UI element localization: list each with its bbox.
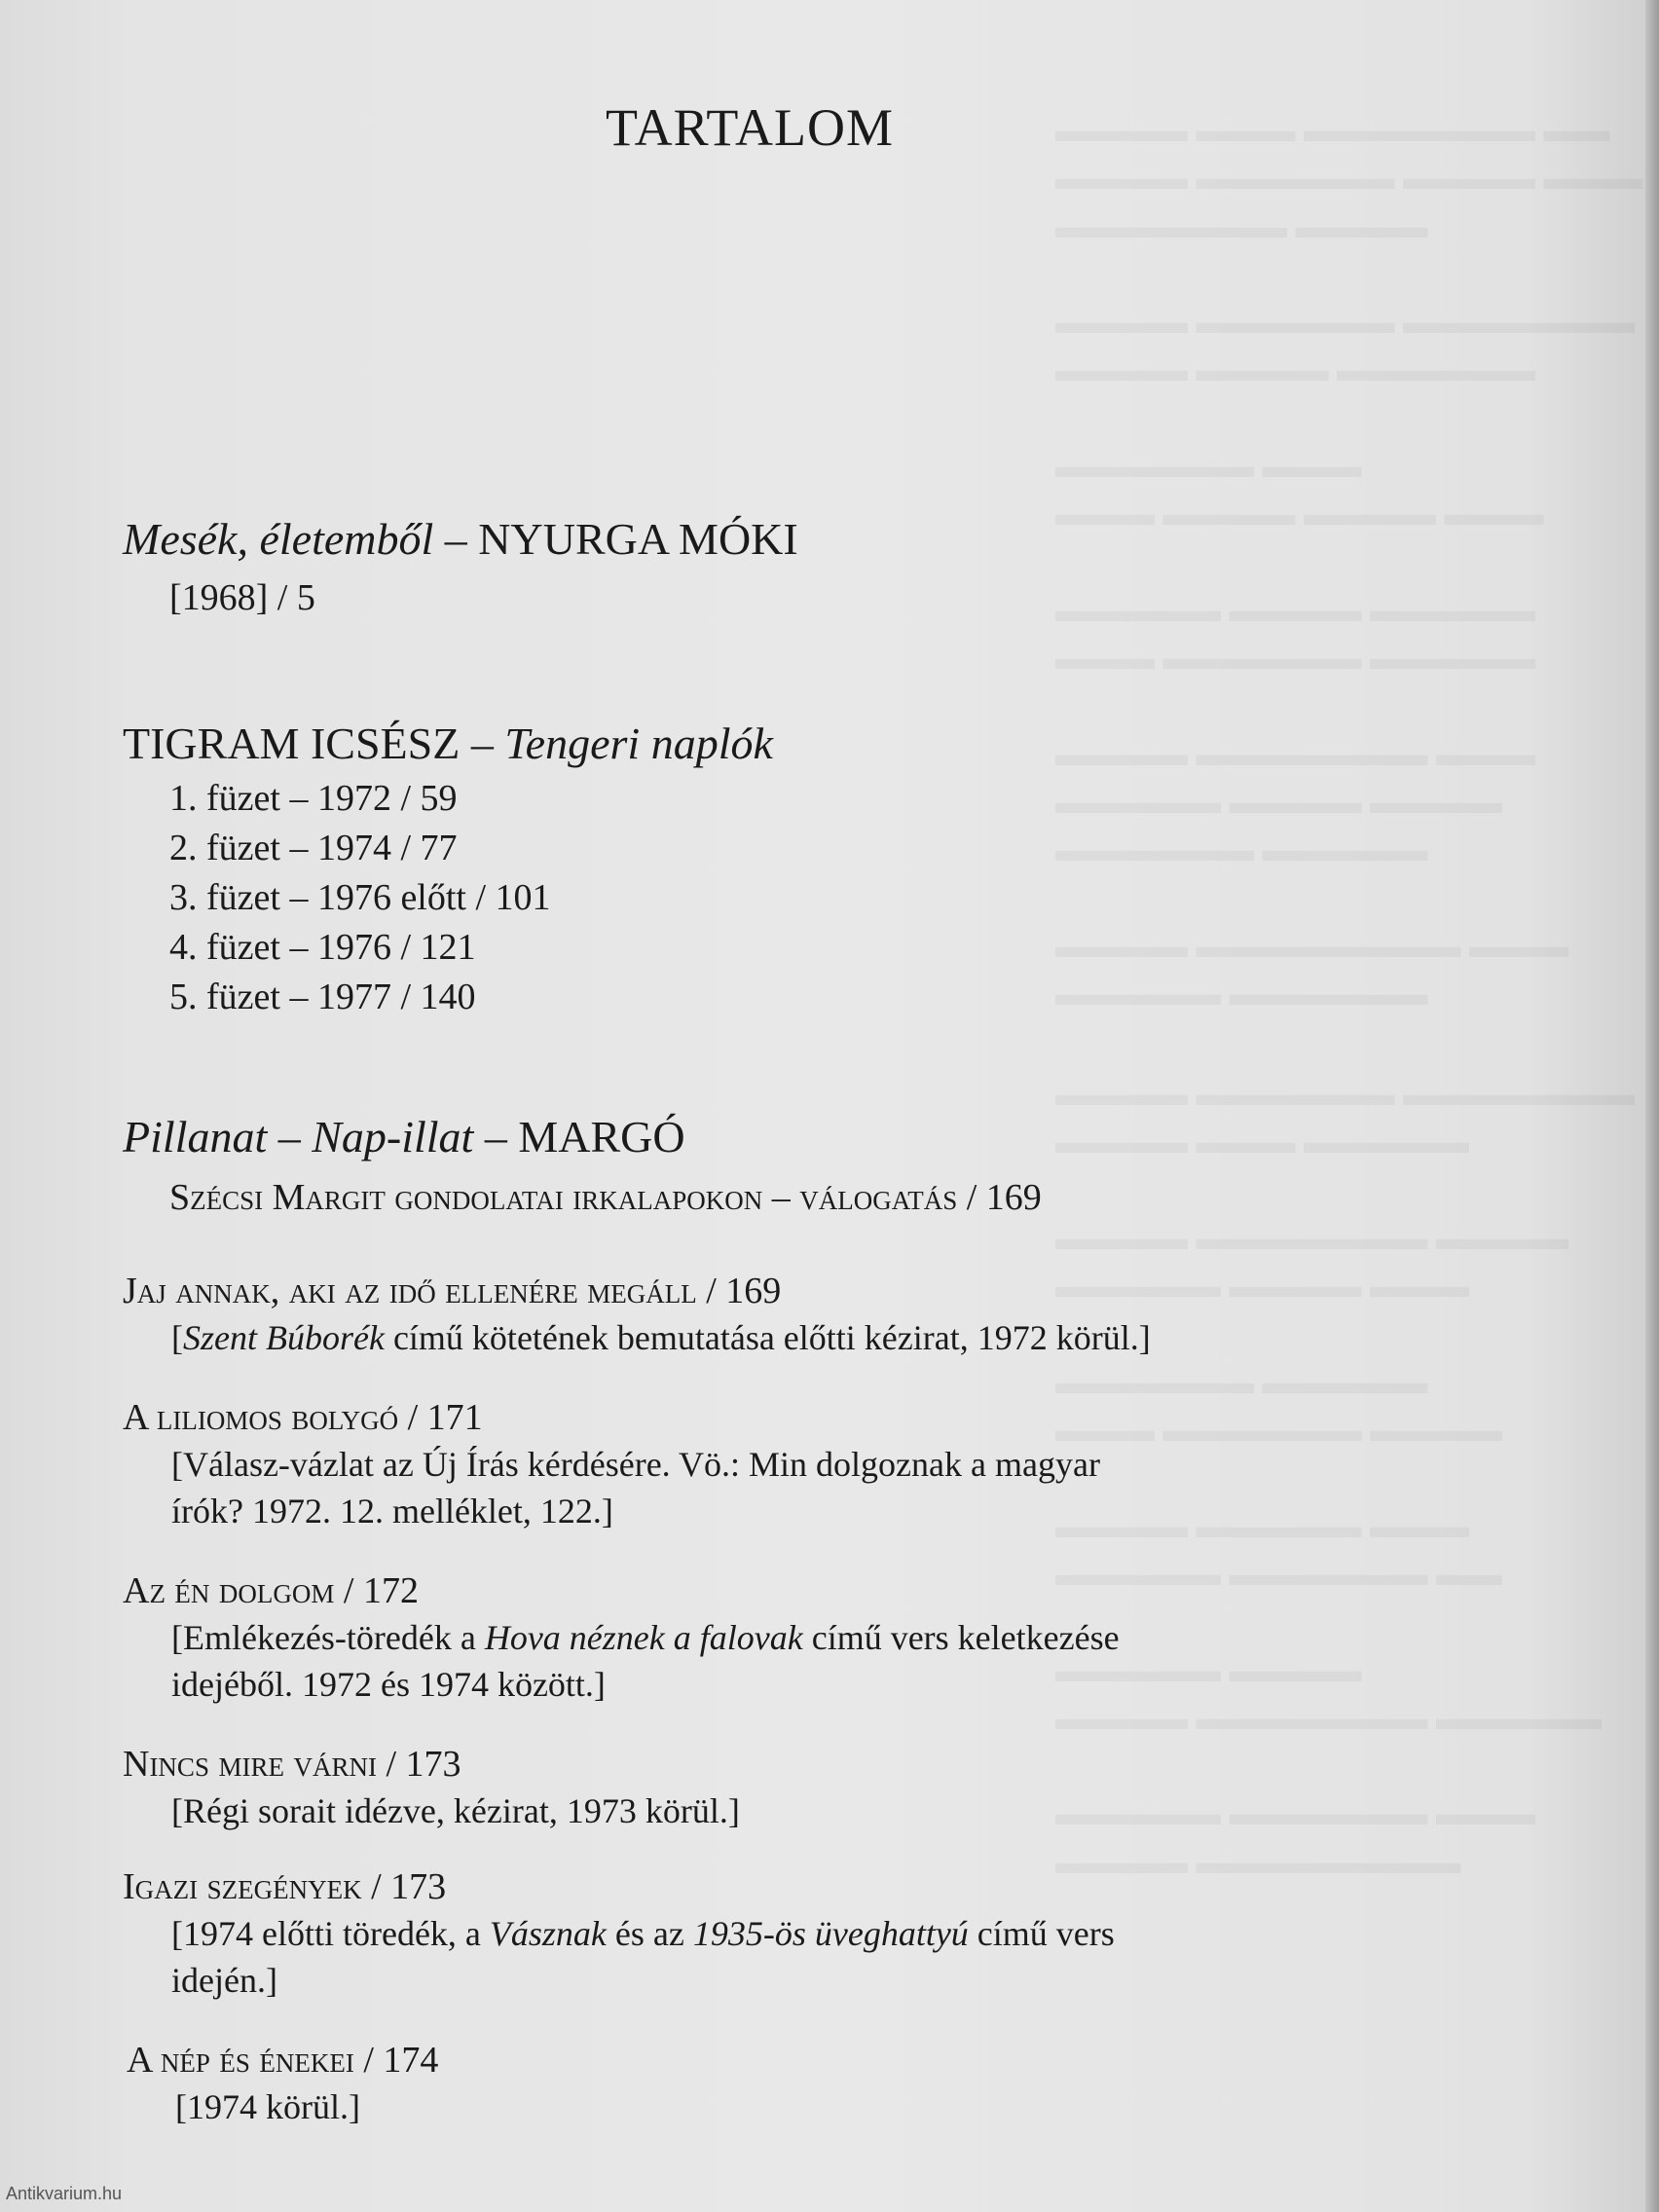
page-title: TARTALOM <box>605 98 895 157</box>
section-title-italic: Pillanat – Nap-illat <box>123 1112 474 1161</box>
section-heading <box>123 512 798 566</box>
entry-note-line1: [Válasz-vázlat az Új Írás kérdésére. Vö.: Min dolgoznak a magyar <box>171 1445 1100 1484</box>
toc-item: 1. füzet – 1972 / 59 <box>169 778 458 820</box>
entry-note-line1: [1974 előtti töredék, a Vásznak és az 1935-ös üveghattyú című vers <box>171 1914 1115 1953</box>
entry-note-line1: [Emlékezés-töredék a Hova néznek a falovak című vers keletkezése <box>171 1618 1120 1657</box>
entry-title: A nép és énekei / 174 <box>127 2040 439 2081</box>
toc-entry <box>123 1394 1369 1534</box>
section-author: NYURGA MÓKI <box>478 514 798 564</box>
page-edge-shadow <box>1645 0 1659 2212</box>
section-author: TIGRAM ICSÉSZ <box>123 719 461 768</box>
toc-entry <box>123 1741 1369 1834</box>
section-title-italic: Mesék, életemből <box>123 514 434 564</box>
toc-section-margo <box>123 1110 1042 1223</box>
section-heading <box>123 1110 1042 1163</box>
toc-entry <box>127 2037 1373 2130</box>
watermark: Antikvarium.hu <box>6 2184 123 2203</box>
toc-item: 4. füzet – 1976 / 121 <box>169 927 476 969</box>
toc-entry <box>123 1863 1369 2004</box>
entry-note: [Szent Búborék című kötetének bemutatása előtti kézirat, 1972 körül.] <box>171 1318 1151 1357</box>
toc-item: 2. füzet – 1974 / 77 <box>169 828 458 869</box>
heading-dash: – <box>433 514 479 564</box>
section-author: MARGÓ <box>518 1112 685 1161</box>
entry-title: Az én dolgom / 172 <box>123 1570 419 1611</box>
toc-entry <box>123 1567 1369 1708</box>
toc-item: 3. füzet – 1976 előtt / 101 <box>169 877 551 919</box>
section-page-ref: [1968] / 5 <box>169 577 315 619</box>
toc-section-mesek <box>123 512 798 623</box>
heading-dash: – <box>460 719 505 768</box>
entry-title: Nincs mire várni / 173 <box>123 1744 461 1785</box>
entry-note: [1974 körül.] <box>175 2087 360 2126</box>
entry-note-line2: idején.] <box>171 1961 277 2000</box>
entry-note-line2: írók? 1972. 12. melléklet, 122.] <box>171 1492 613 1530</box>
toc-entry <box>123 1268 1369 1361</box>
toc-item: 5. füzet – 1977 / 140 <box>169 977 476 1018</box>
entry-note: [Régi sorait idézve, kézirat, 1973 körül.] <box>171 1791 740 1830</box>
section-subtitle: Szécsi Margit gondolatai irkalapokon – válogatás / 169 <box>169 1177 1042 1219</box>
entry-title: A liliomos bolygó / 171 <box>123 1397 483 1438</box>
toc-section-tengeri-naplok <box>123 717 773 1022</box>
heading-dash: – <box>473 1112 519 1161</box>
entry-note-line2: idejéből. 1972 és 1974 között.] <box>171 1665 606 1704</box>
entry-title: Jaj annak, aki az idő ellenére megáll / 169 <box>123 1271 782 1311</box>
bleed-through-text <box>1055 107 1659 1019</box>
section-heading <box>123 717 773 770</box>
entry-title: Igazi szegények / 173 <box>123 1866 447 1907</box>
section-title-italic: Tengeri naplók <box>504 719 773 768</box>
